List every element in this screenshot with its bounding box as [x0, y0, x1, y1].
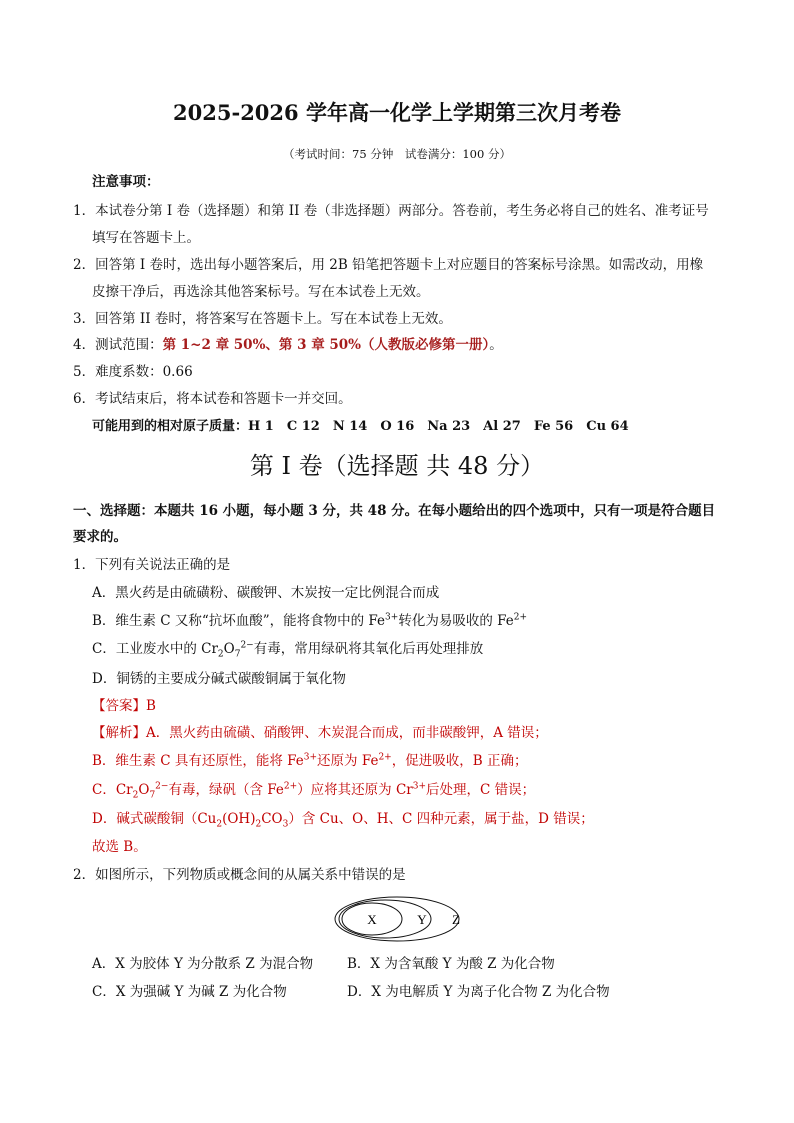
- note-1-line-2: 填写在答题卡上。: [92, 230, 200, 246]
- page-title: 2025-2026 学年高一化学上学期第三次月考卷: [173, 100, 621, 125]
- q2-option-b: B．X 为含氧酸 Y 为酸 Z 为化合物: [347, 956, 555, 972]
- analysis-text: ，促进吸收，B 正确；: [391, 753, 528, 769]
- note-number: 6．: [73, 391, 96, 407]
- subscript: 2: [255, 819, 262, 830]
- analysis-text: 还原为 Fe: [317, 753, 379, 769]
- note-number: 2．: [73, 257, 96, 273]
- note-text: 。: [489, 337, 503, 353]
- option-text: O: [223, 641, 235, 657]
- note-4: [73, 336, 503, 354]
- note-text: 回答第 I 卷时，选出每小题答案后，用 2B 铅笔把答题卡上对应题目的答案标号涂黑。如需改动，用橡: [95, 257, 704, 273]
- q2-stem: 2．如图所示，下列物质或概念间的从属关系中错误的是: [73, 867, 406, 883]
- option-text: 转化为易吸收的 Fe: [398, 613, 514, 629]
- q1-option-c: [92, 640, 483, 658]
- superscript: 2−: [155, 781, 169, 792]
- note-5: [73, 363, 193, 381]
- venn-label-z: Z: [452, 912, 460, 927]
- test-scope-highlight: 第 1~2 章 50%、第 3 章 50%（人教版必修第一册）: [162, 337, 490, 353]
- q1-conclusion: 故选 B。: [92, 839, 147, 855]
- note-6: [73, 390, 352, 408]
- q1-option-a: A．黑火药是由硫磺粉、碳酸钾、木炭按一定比例混合而成: [92, 585, 440, 601]
- intro-emphasis: 四个选项中: [512, 503, 581, 519]
- note-number: 3．: [73, 311, 96, 327]
- venn-label-y: Y: [417, 912, 427, 927]
- note-text: 测试范围：: [95, 337, 163, 353]
- subscript: 7: [234, 649, 241, 660]
- analysis-text: CO: [261, 811, 283, 827]
- option-text: 有毒，常用绿矾将其氧化后再处理排放: [253, 641, 484, 657]
- option-text: C．工业废水中的 Cr: [92, 641, 218, 657]
- note-text: 难度系数：0.66: [95, 364, 193, 380]
- analysis-text: B．维生素 C 具有还原性，能将 Fe: [92, 753, 304, 769]
- q1-analysis-a: [92, 724, 548, 742]
- notes-heading: 注意事项：: [92, 174, 160, 190]
- section-title: 第 I 卷（选择题 共 48 分）: [249, 452, 545, 480]
- exam-info: （考试时间：75 分钟 试卷满分：100 分）: [283, 147, 511, 161]
- analysis-text: A．黑火药由硫磺、硝酸钾、木炭混合而成，而非碳酸钾，A 错误；: [146, 725, 548, 741]
- q1-analysis-d: [92, 810, 594, 828]
- analysis-text: O: [138, 782, 150, 798]
- atomic-masses: 可能用到的相对原子质量：H 1 C 12 N 14 O 16 Na 23 Al 27 Fe 56 Cu 64: [92, 419, 629, 434]
- subscript: 7: [149, 790, 156, 801]
- analysis-text: 后处理，C 错误；: [426, 782, 536, 798]
- answer-label: 【答案】: [92, 698, 146, 714]
- q2-option-a: A．X 为胶体 Y 为分散系 Z 为混合物: [92, 956, 314, 972]
- note-number: 4．: [73, 337, 96, 353]
- note-3: [73, 310, 452, 328]
- q2-option-d: D．X 为电解质 Y 为离子化合物 Z 为化合物: [347, 984, 610, 1000]
- superscript: 3+: [303, 752, 318, 763]
- subscript: 3: [282, 819, 289, 830]
- subscript: 2: [216, 819, 223, 830]
- note-text: 考试结束后，将本试卷和答题卡一并交回。: [95, 391, 352, 407]
- answer-value: B: [146, 698, 156, 714]
- analysis-text: ）含 Cu、O、H、C 四种元素，属于盐，D 错误；: [288, 811, 594, 827]
- note-text: 回答第 II 卷时，将答案写在答题卡上。写在本试卷上无效。: [95, 311, 452, 327]
- note-text: 本试卷分第 I 卷（选择题）和第 II 卷（非选择题）两部分。答卷前，考生务必将自己的姓名、准考证号: [95, 203, 709, 219]
- analysis-text: (OH): [222, 811, 256, 827]
- venn-label-x: X: [367, 912, 377, 927]
- analysis-text: C．Cr: [92, 782, 133, 798]
- venn-diagram: [330, 893, 480, 945]
- note-number: 1．: [73, 203, 96, 219]
- note-1-line-1: [73, 202, 709, 220]
- superscript: 2+: [378, 752, 392, 763]
- q1-analysis-c: [92, 781, 535, 799]
- analysis-text: ）应将其还原为 Cr: [297, 782, 413, 798]
- note-2-line-1: [73, 256, 703, 274]
- analysis-text: D．碱式碳酸铜（Cu: [92, 811, 217, 827]
- q1-stem: 1．下列有关说法正确的是: [73, 557, 231, 573]
- note-number: 5．: [73, 364, 96, 380]
- q1-option-b: [92, 612, 527, 630]
- analysis-text: 有毒，绿矾（含 Fe: [168, 782, 284, 798]
- intro-text: 一、选择题：本题共 16 小题，每小题 3 分，共 48 分。在每小题给出的: [73, 503, 513, 519]
- q1-option-d: D．铜锈的主要成分碱式碳酸铜属于氧化物: [92, 671, 346, 687]
- section-intro-line-2: 要求的。: [73, 529, 127, 545]
- superscript: 2+: [513, 612, 528, 623]
- q1-analysis-b: [92, 752, 527, 770]
- note-2-line-2: 皮擦干净后，再选涂其他答案标号。写在本试卷上无效。: [92, 284, 430, 300]
- subscript: 2: [132, 790, 139, 801]
- section-intro-line-1: [73, 502, 715, 520]
- superscript: 2+: [283, 781, 298, 792]
- superscript: 3+: [412, 781, 427, 792]
- superscript: 2−: [240, 640, 254, 651]
- q1-answer: [92, 697, 156, 715]
- intro-text: ，只有一项是符合题目: [580, 503, 716, 519]
- option-text: B．维生素 C 又称“抗坏血酸”，能将食物中的 Fe: [92, 613, 386, 629]
- q2-option-c: C．X 为强碱 Y 为碱 Z 为化合物: [92, 984, 287, 1000]
- venn-outer-ellipse-z: [335, 897, 459, 941]
- subscript: 2: [217, 649, 224, 660]
- analysis-label: 【解析】: [92, 725, 146, 741]
- superscript: 3+: [385, 612, 399, 623]
